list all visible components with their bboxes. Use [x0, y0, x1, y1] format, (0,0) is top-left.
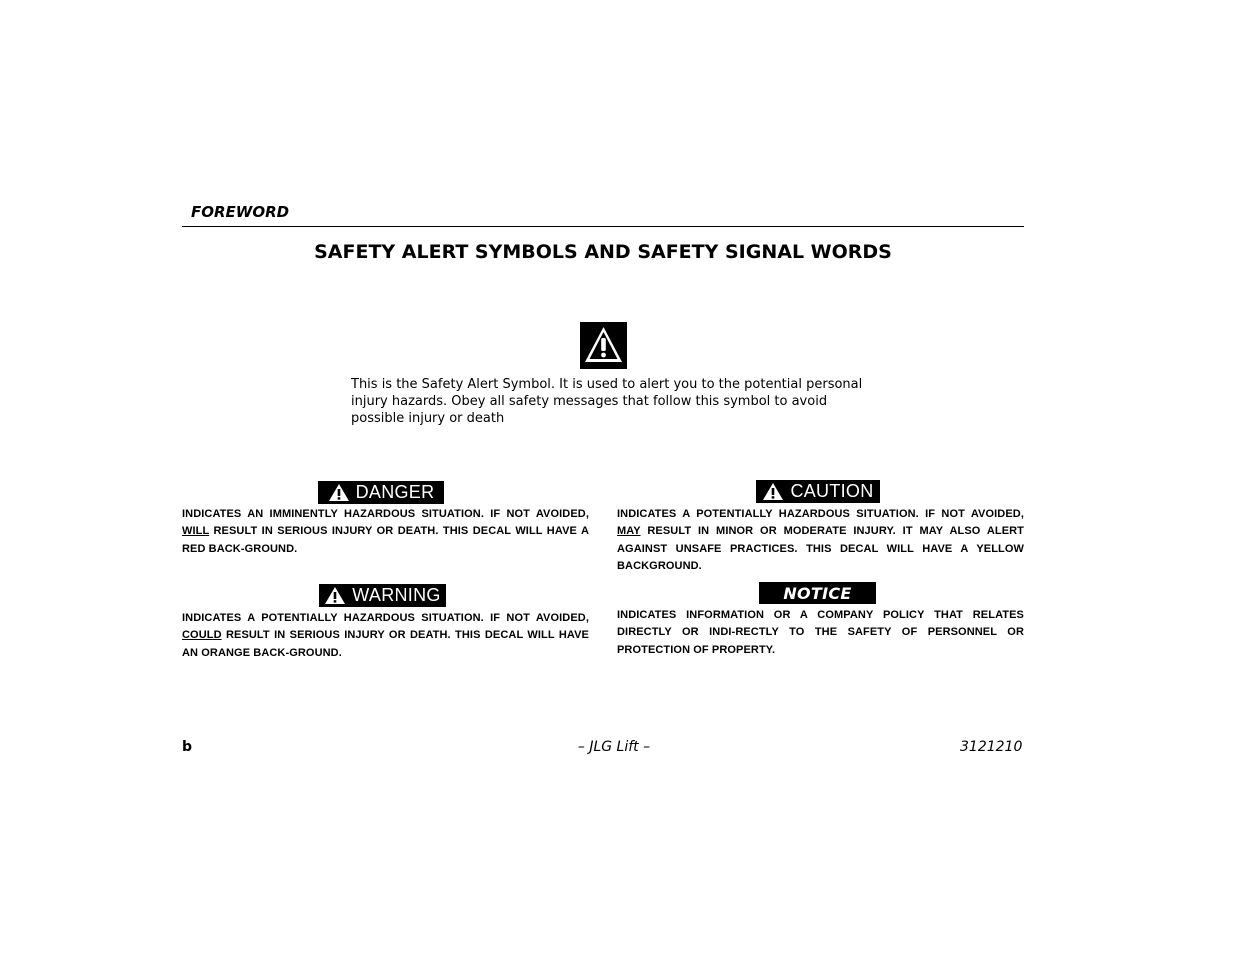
- notice-description: INDICATES INFORMATION OR A COMPANY POLICY THAT RELATES DIRECTLY OR INDI-RECTLY TO THE SAFETY OF PERSONNEL OR PROTECTION OF PROPERTY.: [617, 609, 1024, 656]
- header-rule: [182, 226, 1024, 227]
- danger-label: DANGER: [355, 482, 435, 502]
- caution-text-post: RESULT IN MINOR OR MODERATE INJURY. IT MAY ALSO ALERT AGAINST UNSAFE PRACTICES. THIS DECAL WILL HAVE A YELLOW BACKGROUND.: [617, 525, 1024, 572]
- danger-text-pre: INDICATES AN IMMINENTLY HAZARDOUS SITUATION. IF NOT AVOIDED,: [182, 508, 589, 520]
- page-number: b: [182, 739, 193, 755]
- caution-keyword: MAY: [617, 525, 641, 538]
- caution-description: [617, 506, 1024, 575]
- warning-triangle-icon: [762, 482, 784, 501]
- document-number: 3121210: [960, 739, 1023, 755]
- danger-keyword: WILL: [182, 525, 210, 538]
- section-label: FOREWORD: [191, 203, 290, 221]
- warning-keyword: COULD: [182, 629, 222, 642]
- safety-alert-triangle-icon: [580, 322, 627, 369]
- notice-label: NOTICE: [783, 583, 852, 603]
- warning-label: WARNING: [352, 585, 441, 605]
- warning-text-post: RESULT IN SERIOUS INJURY OR DEATH. THIS DECAL WILL HAVE AN ORANGE BACK-GROUND.: [182, 629, 589, 659]
- warning-text-pre: INDICATES A POTENTIALLY HAZARDOUS SITUATION. IF NOT AVOIDED,: [182, 612, 589, 624]
- warning-triangle-icon: [324, 586, 346, 605]
- danger-description: [182, 506, 589, 558]
- danger-text-post: RESULT IN SERIOUS INJURY OR DEATH. THIS DECAL WILL HAVE A RED BACK-GROUND.: [182, 525, 589, 555]
- caution-label: CAUTION: [790, 481, 874, 501]
- notice-badge: [759, 582, 876, 604]
- danger-badge: [318, 481, 444, 504]
- warning-triangle-icon: [328, 483, 350, 502]
- caution-badge: [756, 480, 880, 503]
- safety-alert-description: This is the Safety Alert Symbol. It is used to alert you to the potential personal injury hazards. Obey all safety messages that follow this symbol to avoid possible injury or death: [351, 377, 863, 426]
- page-title: SAFETY ALERT SYMBOLS AND SAFETY SIGNAL WORDS: [314, 241, 892, 263]
- footer-title: – JLG Lift –: [577, 739, 651, 755]
- warning-badge: [319, 584, 446, 607]
- caution-text-pre: INDICATES A POTENTIALLY HAZARDOUS SITUATION. IF NOT AVOIDED,: [617, 508, 1024, 520]
- warning-description: [182, 610, 589, 662]
